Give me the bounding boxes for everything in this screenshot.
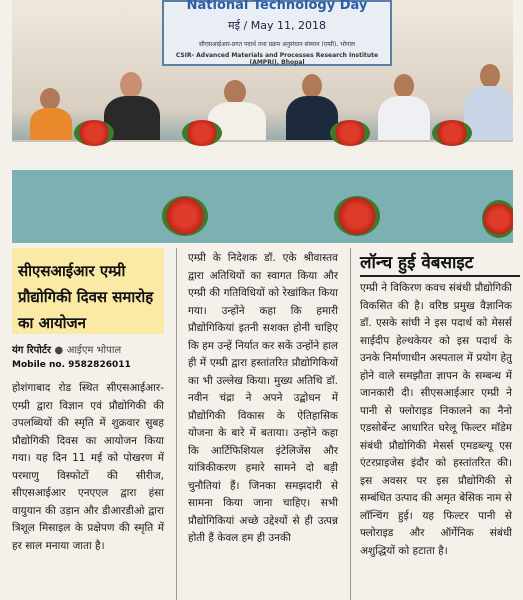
banner-date: मई / May 11, 2018 [228, 19, 326, 32]
article-column-1: होशंगाबाद रोड स्थित सीएसआईआर-एम्प्री द्वारा विज्ञान एवं प्रौद्योगिकी की उपलब्धियों की स्मृति में शुक्रवार सुबह प्रौद्योगिकी दिवस का आयोजन किया गया। यह दिन 11 मई को पोखरण में परमाणु विस्फोटों की सीरीज, सीएसआईआर एनएएल द्वारा हंसा वायुयान की उड़ान और डीआरडीओ द्वारा त्रिशूल मिसाइल के प्रक्षेपण की स्मृति में हर साल मनाया जाता है। [12, 382, 164, 552]
flower-bouquet [182, 120, 222, 146]
person-head [40, 88, 60, 110]
reporter-credit [12, 342, 121, 356]
column-divider [176, 248, 177, 600]
column-divider [350, 248, 351, 600]
flower-bouquet [74, 120, 114, 146]
credit-separator-icon: ● [54, 345, 64, 356]
person [30, 108, 72, 144]
headline-box [12, 248, 164, 334]
flower-arrangement [334, 196, 380, 236]
reporter-name: यंग रिपोर्टर [12, 345, 51, 356]
person-head [302, 74, 322, 98]
person-head [120, 72, 142, 98]
reporter-place: आईएम भोपाल [66, 345, 122, 356]
article-column-2: एम्प्री के निदेशक डॉ. एके श्रीवास्तव द्वारा अतिथियों का स्वागत किया और एम्प्री की गतिविधियों को रेखांकित किया गया। उन्होंने कहा कि हमारी प्रौद्योगिकियां इतनी सशक्त होनी चाहिए कि हम उन्हें निर्यात कर सकें उन्होंने हाल ही में एम्प्री द्वारा हस्तांतरित प्रौद्योगिकियों का भी उल्लेख किया। मुख्य अतिथि डॉ. नवीन चंद्रा ने अपने उद्बोधन में प्रौद्योगिकी विकास के ऐतिहासिक योजना के बारे में बताया। उन्होंने कहा कि आर्टिफिशियल इंटेलिजेंस और यांत्रिकीकरण हमारे सामने दो बड़ी चुनौतियां हैं। जिनका समझदारी से सामना किया जाना चाहिए। सभी प्रौद्योगिकियां अच्छे उद्देश्यों से ही उत्पन्न होती हैं केवल हम ही उनकी [188, 252, 338, 544]
mobile-number: Mobile no. 9582826011 [12, 360, 131, 370]
headline: सीएसआईआर एम्प्री प्रौद्योगिकी दिवस समारोह का आयोजन [18, 262, 154, 332]
flower-arrangement [482, 200, 513, 238]
person-head [480, 64, 500, 88]
person-head [394, 74, 414, 98]
flower-bouquet [432, 120, 472, 146]
flower-arrangement [162, 196, 208, 236]
article-column-3: एम्प्री ने विकिरण कवच संबंधी प्रौद्योगिकी विकसित की है। वरिष्ठ प्रमुख वैज्ञानिक डॉ. एसके सांघी ने इस पदार्थ को मेसर्स साईदीप हेल्थकेयर को इस पदार्थ के उनके निर्माणाधीन अस्पताल में प्रयोग हेतु होने वाले समझौता ज्ञापन के सम्बन्ध में जानकारी दी। सीएसआईआर एम्प्री ने पानी से फ्लोराइड निकालने का नैनो एडसोर्बेन्ट आधारित घरेलू फिल्टर मॉडेम संबंधी प्रौद्योगिकी मेसर्स एमडब्ल्यू एस एंटरप्राइजेस इंदौर को हस्तांतरित की। इस अवसर पर इस प्रौद्योगिकी से सम्बंधित उत्पाद की अमृत बेसिक नाम से लॉन्चिंग हुई। यह फिल्टर पानी से फ्लोराइड और ऑर्गेनिक संबंधी अशुद्धियों को हटाता है। [360, 282, 512, 557]
event-photo [12, 0, 513, 243]
table-front-cover [12, 170, 513, 243]
banner-title: National Technology Day [186, 0, 368, 13]
banner-line-english: CSIR- Advanced Materials and Processes Research Institute (AMPRI), Bhopal [175, 52, 379, 66]
person-head [224, 80, 246, 104]
banner-line-hindi: सीएसआईआर-प्रगत पदार्थ तथा प्रक्रम अनुसंधान संस्थान (एम्प्री), भोपाल [199, 41, 355, 48]
event-banner [162, 0, 392, 66]
flower-bouquet [330, 120, 370, 146]
person [378, 96, 430, 144]
subheadline: लॉन्च हुई वेबसाइट [360, 250, 520, 277]
